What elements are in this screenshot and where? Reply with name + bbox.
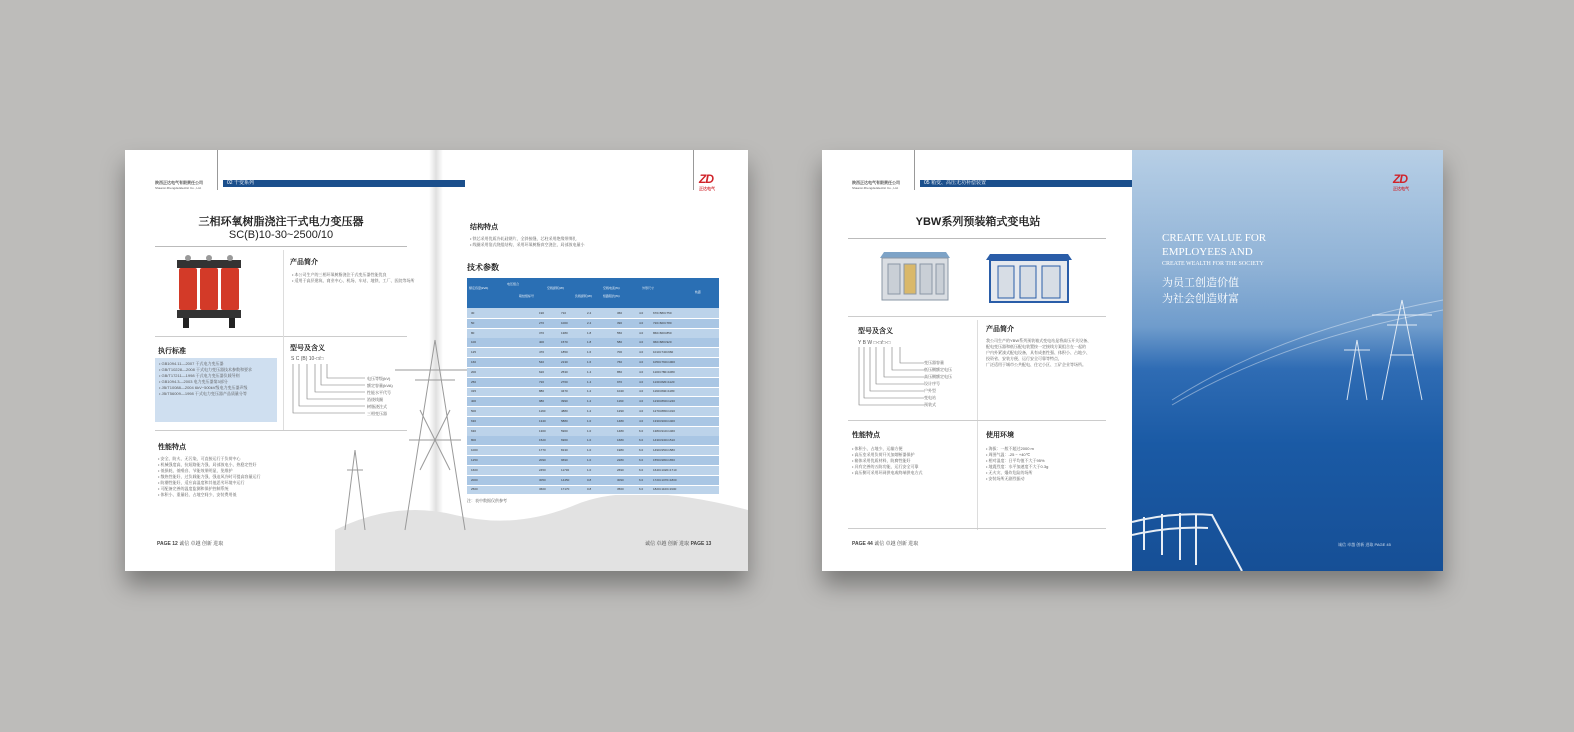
intro-text (986, 338, 1091, 368)
page-number: 诚信 卓越 创新 进取 PAGE 45 (1338, 542, 1391, 547)
table-cell: 550 (617, 330, 623, 335)
list-item: • 相对湿度：日平均值不大于95% (986, 458, 1048, 464)
table-cell: 1.8 (587, 330, 592, 335)
table-cell: 4.0 (639, 399, 644, 404)
table-cell: 4.0 (639, 389, 644, 394)
column-divider (977, 320, 978, 530)
table-cell: 9690 (561, 458, 568, 462)
column-divider (283, 250, 284, 430)
table-cell: 4.0 (639, 379, 644, 384)
table-cell: 710 (561, 311, 567, 315)
list-item: • 高压侧可采用环网供电或终端供电方式 (852, 470, 923, 476)
table-cell: 1980 (617, 448, 624, 453)
model-diagram-lines (858, 347, 928, 417)
table-cell: 4880 (561, 409, 568, 413)
transformer-image (173, 254, 245, 330)
table-row (467, 387, 719, 397)
table-row (467, 329, 719, 339)
intro-line: 我公司生产的YBW系列预装箱式变电站是将高压开关设备、 (986, 338, 1092, 343)
table-cell: 1330×900×1400 (653, 418, 675, 423)
page-title: YBW系列预装箱式变电站 (915, 216, 1041, 228)
table-cell: 470 (539, 350, 545, 355)
table-cell: 370 (539, 330, 545, 335)
table-cell: 5880 (561, 418, 568, 423)
table-row (467, 436, 719, 446)
table-row (467, 485, 719, 495)
page-title: 三相环氧树脂浇注干式电力变压器 (198, 216, 364, 228)
column-header: 轨距 (695, 290, 702, 294)
header-divider (914, 150, 915, 190)
table-cell: 540 (539, 360, 545, 364)
table-row (467, 338, 719, 348)
table-cell: 1380×910×1460 (653, 428, 675, 433)
table-cell: 6960 (561, 438, 568, 443)
title-rule (155, 246, 407, 247)
table-cell: 1050×760×1000 (653, 360, 675, 364)
intro-list (292, 272, 415, 284)
table-cell: 2500 (471, 487, 478, 492)
model-label: 性能水平代号 (367, 390, 391, 395)
table-cell: 1570 (561, 340, 568, 345)
table-cell: 1230×860×1240 (653, 399, 675, 404)
table-row (467, 358, 719, 368)
company-name-cn: 陕西正达电气有限责任公司 (155, 180, 203, 185)
table-cell: 1250 (471, 458, 478, 462)
table-cell: 400 (471, 399, 477, 404)
perf-heading: 性能特点 (852, 432, 880, 439)
table-cell: 3990 (561, 399, 568, 404)
table-row (467, 446, 719, 456)
company-name-en: Shaanxi Zhengda Electric Co., Ltd. (852, 186, 899, 190)
list-item: • GB/T17211—1998 干式电力变压器负载导则 (159, 373, 273, 379)
slogan-en-line-2: EMPLOYEES AND (1162, 246, 1253, 258)
brand-logo (1393, 172, 1409, 192)
table-cell: 2090 (539, 458, 546, 462)
table-cell: 1490×950×1580 (653, 448, 675, 453)
table-cell: 1160 (617, 399, 624, 404)
table-row (467, 378, 719, 388)
table-cell: 6.0 (639, 428, 644, 433)
table-row (467, 476, 719, 486)
logo-subtitle: 正达电气 (1393, 186, 1409, 191)
table-cell: 1600 (471, 467, 478, 472)
table-cell: 1.2 (587, 399, 592, 404)
table-cell: 960×680×920 (653, 340, 672, 345)
table-cell: 2.4 (587, 311, 592, 315)
table-cell: 2130 (561, 360, 568, 364)
list-item: • 地震烈度：水平加速度不大于0.3g (986, 464, 1048, 470)
table-cell: 580 (617, 340, 623, 345)
table-cell: 1640×1020×1710 (653, 467, 677, 472)
list-item: • 本公司生产的三相环氧树脂浇注干式变压器性能优良 (292, 272, 415, 278)
table-cell: 1520 (539, 438, 546, 443)
box-substation-image-2 (986, 246, 1072, 308)
section-rule (848, 420, 1106, 421)
table-cell: 1480 (617, 428, 624, 433)
slogan-cn-line-1: 为员工创造价值 (1162, 276, 1239, 289)
box-substation-image-1 (878, 246, 952, 306)
intro-line: 投资省、安装方便、运行安全可靠等特点， (986, 356, 1062, 361)
model-label: 三相变压器 (367, 411, 387, 416)
table-cell: 4.0 (639, 418, 644, 423)
section-rule (848, 528, 1106, 529)
section-bar (223, 180, 465, 187)
table-cell: 1820×1100×1900 (653, 487, 677, 492)
table-cell: 5960 (561, 428, 568, 433)
standards-box (155, 358, 277, 422)
intro-line: 户内外紧凑式配电设备，具有成套性强、体积小、占地少、 (986, 350, 1090, 355)
table-row (467, 309, 719, 319)
table-cell: 0.8 (587, 487, 592, 492)
column-header: 额定容量(kVA) (469, 286, 489, 290)
table-cell: 125 (471, 350, 477, 355)
tech-params-table (467, 278, 719, 495)
table-cell: 1190×840×1180 (653, 389, 675, 394)
table-cell: 250 (471, 379, 477, 384)
table-row (467, 319, 719, 329)
perf-list (158, 456, 261, 498)
table-cell: 6.0 (639, 458, 644, 462)
model-heading: 型号及含义 (858, 328, 893, 335)
table-cell: 2000 (471, 477, 478, 482)
table-cell: 1.0 (587, 458, 592, 462)
section-bar (920, 180, 1132, 187)
page-number-right (645, 540, 711, 547)
model-code: Y B W □-□/□-□ (858, 340, 891, 346)
section-tab-label: 02 干变系列 (227, 180, 254, 186)
table-cell: 970 (617, 379, 623, 384)
table-cell: 1010×740×960 (653, 350, 674, 355)
brochure-spread-transformer (125, 150, 748, 571)
table-note: 注：表中数据仅供参考 (467, 498, 507, 503)
model-label: 设计序号 (924, 381, 940, 386)
table-cell: 4.0 (639, 409, 644, 413)
model-label: 树脂浇注式 (367, 404, 387, 409)
table-cell: 50 (471, 320, 475, 325)
list-item: • 线圈采用箔式绕组结构，采用环氧树脂真空浇注，局部放电量小 (470, 242, 585, 248)
table-row (467, 407, 719, 417)
list-item: • 箱体采用优质材料，防腐性能好 (852, 458, 923, 464)
column-header: 短路阻抗(%) (603, 294, 620, 298)
section-rule (848, 316, 1106, 317)
intro-line: 广泛适用于城市公共配电、住宅小区、工矿企业等场所。 (986, 362, 1086, 367)
structure-list (470, 236, 585, 248)
table-cell: 30 (471, 311, 475, 315)
table-cell: 1550×980×1650 (653, 458, 675, 462)
table-cell: 4.0 (639, 369, 644, 374)
table-cell: 700 (617, 350, 623, 355)
company-name-en: Shaanxi Zhengda Electric Co., Ltd. (155, 186, 202, 190)
table-cell: 1000 (471, 448, 478, 453)
model-label: 户外型 (924, 388, 936, 393)
model-code: S C (B) 10-□/□ (291, 356, 324, 362)
list-item: • 防潮性能好，适应高湿度和其他恶劣环境中运行 (158, 480, 261, 486)
table-cell: 160 (471, 360, 477, 364)
list-item: • 体积小，占地少，运输方便 (852, 446, 923, 452)
model-label: 高压侧额定电压 (924, 374, 952, 379)
table-cell: 980 (539, 399, 545, 404)
table-header (467, 278, 719, 308)
column-header: 电压组合 (507, 282, 520, 286)
header-divider (217, 150, 218, 190)
table-cell: 3600 (539, 487, 546, 492)
list-item: • GB1094.11—2007 干式电力变压器 (159, 361, 273, 367)
env-heading: 使用环境 (986, 432, 1014, 439)
table-cell: 860×660×850 (653, 330, 672, 335)
list-item: • 散热性能好，过负载能力强，强迫风冷时可提高容量运行 (158, 474, 261, 480)
table-cell: 11730 (561, 467, 570, 472)
page-number: PAGE 13 (690, 541, 712, 547)
table-cell: 760 (617, 360, 623, 364)
table-cell: 1130×820×1120 (653, 379, 675, 384)
pylons-and-railing-illustration (1132, 150, 1443, 571)
model-label: 预装式 (924, 402, 936, 407)
model-label: 变压器容量 (924, 360, 944, 365)
table-cell: 3050 (539, 477, 546, 482)
table-cell: 1720×1070×1800 (653, 477, 677, 482)
table-cell: 1.6 (587, 360, 592, 364)
standards-heading: 执行标准 (158, 348, 186, 355)
list-item: • 具有完善的五防功能，运行安全可靠 (852, 464, 923, 470)
perf-heading: 性能特点 (158, 444, 186, 451)
model-labels (924, 360, 952, 409)
list-item: • 安全、防火、无污染，可直接运行于负荷中心 (158, 456, 261, 462)
list-item: • JB/T56009—1998 干式电力变压器产品质量分等 (159, 391, 273, 397)
slogan-en-line-1: CREATE VALUE FOR (1162, 232, 1267, 244)
table-cell: 8130 (561, 448, 568, 453)
table-cell: 390 (617, 320, 623, 325)
logo-mark: ZD (1393, 172, 1407, 186)
list-item: • 适用于高层建筑、商业中心、机场、车站、地铁、工厂、医院等场所 (292, 278, 415, 284)
intro-line: 配电变压器和低压配电装置按一定接线方案组合在一起的 (986, 344, 1086, 349)
table-cell: 2450 (539, 467, 546, 472)
table-cell: 14450 (561, 477, 570, 482)
model-label: 低压侧额定电压 (924, 367, 952, 372)
table-cell: 1160 (539, 409, 546, 413)
table-cell: 1340 (539, 418, 546, 423)
table-cell: 360 (617, 311, 623, 315)
table-cell: 1300 (539, 428, 546, 433)
table-cell: 80 (471, 330, 475, 335)
model-label: 箔绕线圈 (367, 397, 383, 402)
table-cell: 1100×780×1080 (653, 369, 675, 374)
page-number: PAGE 44 (852, 541, 873, 547)
model-label: 电压等级(kV) (367, 376, 391, 381)
table-cell: 1.2 (587, 389, 592, 394)
model-label: 变电站 (924, 395, 936, 400)
table-cell: 400 (539, 340, 545, 345)
table-cell: 200 (471, 369, 477, 374)
table-cell: 190 (539, 311, 545, 315)
column-header: 负载损耗(W) (575, 294, 592, 298)
tech-params-heading: 技术参数 (467, 263, 499, 272)
table-row (467, 427, 719, 437)
table-row (467, 466, 719, 476)
list-item: • 高压室采用负荷开关加熔断器保护 (852, 452, 923, 458)
table-cell: 850 (617, 369, 623, 374)
table-cell: 1850 (561, 350, 568, 355)
footer-tagline: 诚信 卓越 创新 进取 (874, 541, 919, 547)
section-tab-label: 05 箱变、高压无功补偿装置 (924, 180, 986, 186)
table-cell: 500 (471, 409, 477, 413)
ocean-cover-image (1132, 150, 1443, 571)
table-cell: 4.0 (639, 320, 644, 325)
column-header: 联结组标号 (519, 294, 535, 298)
footer-tagline: 诚信 卓越 创新 进取 (179, 541, 224, 547)
table-cell: 2.4 (587, 320, 592, 325)
structure-heading: 结构特点 (470, 224, 498, 231)
table-cell: 3090 (617, 477, 624, 482)
table-cell: 1430×930×1510 (653, 438, 675, 443)
table-cell: 4.0 (639, 360, 644, 364)
model-title: SC(B)10-30~2500/10 (228, 229, 334, 241)
title-rule (848, 238, 1106, 239)
table-row (467, 417, 719, 427)
table-cell: 1380 (561, 330, 568, 335)
header-divider (693, 150, 694, 190)
slogan-cn-line-2: 为社会创造财富 (1162, 292, 1239, 305)
brochure-spread-substation (822, 150, 1443, 571)
table-cell: 800 (471, 438, 477, 443)
table-cell: 1.0 (587, 448, 592, 453)
model-heading: 型号及含义 (290, 345, 325, 352)
table-cell: 4.0 (639, 330, 644, 335)
page-number: PAGE 12 (157, 541, 178, 547)
list-item: • 低损耗、低噪音、节能效果明显，免维护 (158, 468, 261, 474)
table-cell: 100 (471, 340, 477, 345)
table-cell: 1770 (539, 448, 546, 453)
table-cell: 2690 (617, 467, 624, 472)
table-cell: 1480 (617, 418, 624, 423)
table-row (467, 397, 719, 407)
table-cell: 1680 (617, 438, 624, 443)
list-item: • 可配备完善的温度监测和保护控制系统 (158, 486, 261, 492)
table-cell: 1000 (561, 320, 568, 325)
list-item: • 海拔：一般不超过2000 m (986, 446, 1048, 452)
table-cell: 17170 (561, 487, 570, 492)
table-cell: 6.0 (639, 477, 644, 482)
table-cell: 720×600×780 (653, 320, 672, 325)
table-cell: 6.0 (639, 438, 644, 443)
table-cell: 4.0 (639, 311, 644, 315)
table-cell: 670×580×750 (653, 311, 672, 315)
table-cell: 1.8 (587, 340, 592, 345)
intro-heading: 产品简介 (290, 259, 318, 266)
table-cell: 1.6 (587, 350, 592, 355)
table-cell: 1.0 (587, 428, 592, 433)
column-header: 外形尺寸 (642, 286, 655, 290)
page-number-left (852, 540, 918, 547)
table-cell: 1270×880×1310 (653, 409, 675, 413)
table-cell: 2760 (561, 379, 568, 384)
list-item: • 机械强度高，抗短路能力强，局部放电小，热稳定性好 (158, 462, 261, 468)
column-header: 空载电流(%) (603, 286, 620, 290)
list-item: • GB1094.3—2003 电力变压器第3部分 (159, 379, 273, 385)
table-cell: 620 (539, 369, 545, 374)
table-cell: 0.8 (587, 477, 592, 482)
slogan-en-small: CREATE WEALTH FOR THE SOCIETY (1162, 261, 1264, 267)
table-cell: 6.0 (639, 487, 644, 492)
list-item: • GB/T10228—2008 干式电力变压器技术参数和要求 (159, 367, 273, 373)
table-cell: 1.0 (587, 438, 592, 443)
table-cell: 1.0 (587, 418, 592, 423)
table-cell: 880 (539, 389, 545, 394)
logo-mark: ZD (699, 172, 713, 186)
table-cell: 3470 (561, 389, 568, 394)
table-cell: 2530 (561, 369, 568, 374)
table-cell: 1040 (617, 389, 624, 394)
list-item: • 周围气温：-25 ~ +40℃ (986, 452, 1048, 458)
table-cell: 6.0 (639, 448, 644, 453)
perf-list (852, 446, 923, 476)
table-cell: 1.2 (587, 409, 592, 413)
table-cell: 315 (471, 389, 477, 394)
page-number-left (157, 540, 223, 547)
table-cell: 1.4 (587, 379, 592, 384)
list-item: • 安装场所无剧烈振动 (986, 476, 1048, 482)
list-item: • 铁芯采用优质冷轧硅钢片，全斜接缝，芯柱采用绝缘带绑扎 (470, 236, 585, 242)
table-cell: 6.0 (639, 467, 644, 472)
table-cell: 1.4 (587, 369, 592, 374)
company-name-cn: 陕西正达电气有限责任公司 (852, 180, 900, 185)
table-cell: 1.0 (587, 467, 592, 472)
table-cell: 4.0 (639, 350, 644, 355)
model-label: 额定容量(kVA) (367, 383, 393, 388)
column-header: 空载损耗(W) (547, 286, 564, 290)
table-row (467, 348, 719, 358)
footer-tagline: 诚信 卓越 创新 进取 (645, 541, 690, 547)
list-item: • JB/T10088—2004 6kV~500kV级电力变压器声级 (159, 385, 273, 391)
table-row (467, 368, 719, 378)
table-row (467, 456, 719, 466)
logo-subtitle: 正达电气 (699, 186, 715, 191)
intro-heading: 产品简介 (986, 326, 1014, 333)
table-cell: 720 (539, 379, 545, 384)
list-item: • 无火灾、爆炸危险的场所 (986, 470, 1048, 476)
table-cell: 630 (471, 428, 477, 433)
list-item: • 体积小、重量轻、占地空间少，安装费用低 (158, 492, 261, 498)
brand-logo (699, 172, 715, 192)
env-list (986, 446, 1048, 482)
table-cell: 2280 (617, 458, 624, 462)
table-cell: 630 (471, 418, 477, 423)
table-cell: 3560 (617, 487, 624, 492)
table-cell: 1290 (617, 409, 624, 413)
table-cell: 4.0 (639, 340, 644, 345)
table-cell: 270 (539, 320, 545, 325)
